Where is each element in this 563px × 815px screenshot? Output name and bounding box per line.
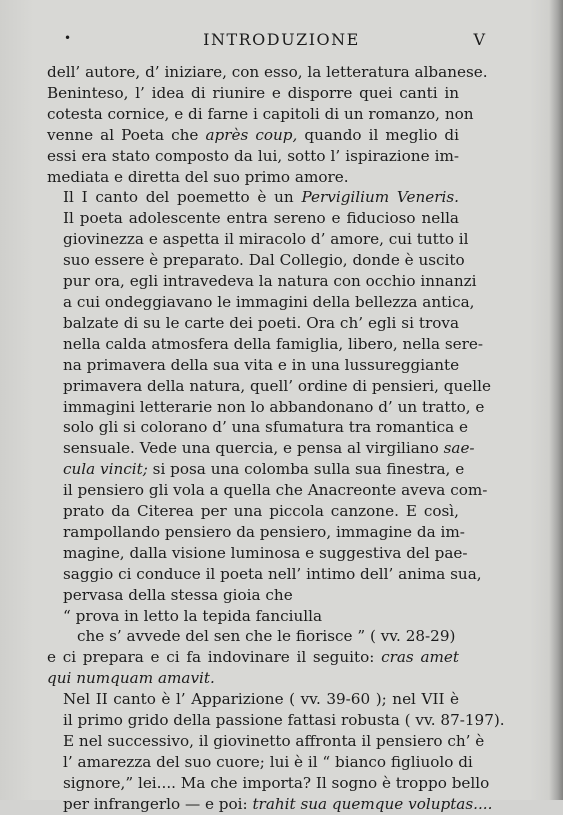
text-segment: prato da Citerea per una piccola canzone. E così, xyxy=(63,502,459,521)
italic-phrase: qui numquam amavit. xyxy=(47,669,215,688)
text-segment: nella calda atmosfera della famiglia, libero, nella sere- xyxy=(63,334,484,353)
text-segment: primavera della natura, quell’ ordine di pensieri, quelle xyxy=(63,376,491,395)
text-segment: giovinezza e aspetta il miracolo d’ amore, cui tutto il xyxy=(63,230,469,249)
text-segment: venne al Poeta che xyxy=(47,125,206,144)
text-segment: magine, dalla visione luminosa e suggestiva del pae- xyxy=(63,543,468,562)
text-line xyxy=(47,794,493,815)
verse-line: “ prova in letto la tepida fanciulla xyxy=(63,606,323,625)
text-segment: na primavera della sua vita e in una lussureggiante xyxy=(63,355,460,374)
text-line xyxy=(47,250,465,271)
italic-phrase: cula vincit; xyxy=(63,460,148,479)
text-line: mediata e diretta del suo primo amore. xyxy=(47,167,349,186)
running-title: INTRODUZIONE xyxy=(203,30,360,49)
text-segment: saggio ci conduce il poeta nell’ intimo dell’ anima sua, xyxy=(63,564,482,583)
text-line xyxy=(47,334,484,355)
paragraph-1 xyxy=(47,62,488,187)
paragraph-2 xyxy=(47,187,491,605)
paragraph-3 xyxy=(47,647,459,689)
text-line xyxy=(47,647,459,668)
text-segment: si posa una colomba sulla sua finestra, e xyxy=(147,460,465,479)
text-line xyxy=(47,125,459,146)
text-line xyxy=(47,752,473,773)
paragraph-4 xyxy=(47,689,505,814)
italic-phrase: cras amet xyxy=(381,648,459,667)
verse-quotation xyxy=(47,606,459,648)
verse-line: che s’ avvede del sen che le fiorisce ” ( vv. 28-29) xyxy=(77,627,456,646)
text-segment: pur ora, egli intravedeva la natura con occhio innanzi xyxy=(63,272,477,291)
text-line xyxy=(47,417,468,438)
text-line xyxy=(47,480,488,501)
text-segment: il primo grido della passione fattasi robusta ( vv. 87-197). xyxy=(63,711,505,730)
page-number: V xyxy=(473,30,485,49)
text-line xyxy=(47,543,468,564)
text-line: Beninteso, l’ idea di riunire e disporre quei canti in xyxy=(47,83,459,102)
text-segment: Nel II canto è l’ Apparizione ( vv. 39-60 ); nel VII è xyxy=(63,690,459,709)
italic-phrase: trahit sua quemque voluptas.... xyxy=(252,794,493,813)
text-line xyxy=(47,397,485,418)
text-line xyxy=(47,710,505,731)
text-line xyxy=(47,564,482,585)
text-segment: pervasa della stessa gioia che xyxy=(63,585,293,604)
header-mark: • xyxy=(64,31,72,45)
text-line xyxy=(47,208,459,229)
text-line: dell’ autore, d’ iniziare, con esso, la letteratura albanese. xyxy=(47,63,488,81)
text-segment: signore,” lei.... Ma che importa? Il sogno è troppo bello xyxy=(63,773,490,792)
running-header xyxy=(0,30,563,54)
text-segment: rampollando pensiero da pensiero, immagine da im- xyxy=(63,522,465,541)
body-text xyxy=(47,62,505,815)
text-line xyxy=(47,292,475,313)
page-gutter-shadow xyxy=(549,0,563,800)
text-segment: Il poeta adolescente entra sereno e fiducioso nella xyxy=(63,209,459,228)
text-line xyxy=(47,376,491,397)
text-segment: il pensiero gli vola a quella che Anacreonte aveva com- xyxy=(63,481,488,500)
text-segment: suo essere è preparato. Dal Collegio, donde è uscito xyxy=(63,251,465,270)
text-segment: per infrangerlo — e poi: xyxy=(63,794,253,813)
text-segment: Il I canto del poemetto è un xyxy=(63,188,302,207)
text-segment: e ci prepara e ci fa indovinare il seguito: xyxy=(47,648,382,667)
italic-phrase: Pervigilium Veneris. xyxy=(301,188,459,207)
text-line xyxy=(47,522,465,543)
text-line xyxy=(47,585,459,606)
text-segment: l’ amarezza del suo cuore; lui è il “ bianco figliuolo di xyxy=(63,752,473,771)
text-segment: balzate di su le carte dei poeti. Ora ch’ egli si trova xyxy=(63,313,459,332)
text-line xyxy=(47,355,459,376)
text-line xyxy=(47,229,469,250)
text-line: essi era stato composto da lui, sotto l’ ispirazione im- xyxy=(47,146,459,165)
text-line xyxy=(47,668,459,689)
text-line xyxy=(47,501,459,522)
text-segment: sensuale. Vede una quercia, e pensa al virgiliano xyxy=(63,439,444,458)
text-line xyxy=(47,187,459,208)
text-line xyxy=(47,313,459,334)
text-segment: E nel successivo, il giovinetto affronta il pensiero ch’ è xyxy=(63,732,485,750)
text-line: cotesta cornice, e di farne i capitoli di un romanzo, non xyxy=(47,104,474,123)
text-line xyxy=(47,438,475,459)
text-line xyxy=(47,773,490,794)
italic-phrase: sae- xyxy=(443,439,475,458)
text-segment: immagini letterarie non lo abbandonano d’ un tratto, e xyxy=(63,397,485,416)
text-line xyxy=(47,459,465,480)
text-segment: quando il meglio di xyxy=(297,125,459,144)
text-segment: solo gli si colorano d’ una sfumatura tra romantica e xyxy=(63,418,468,437)
text-segment: a cui ondeggiavano le immagini della bellezza antica, xyxy=(63,292,475,311)
text-line xyxy=(47,689,459,710)
text-line xyxy=(47,271,477,292)
text-line xyxy=(47,731,485,752)
italic-phrase: après coup, xyxy=(205,125,298,144)
